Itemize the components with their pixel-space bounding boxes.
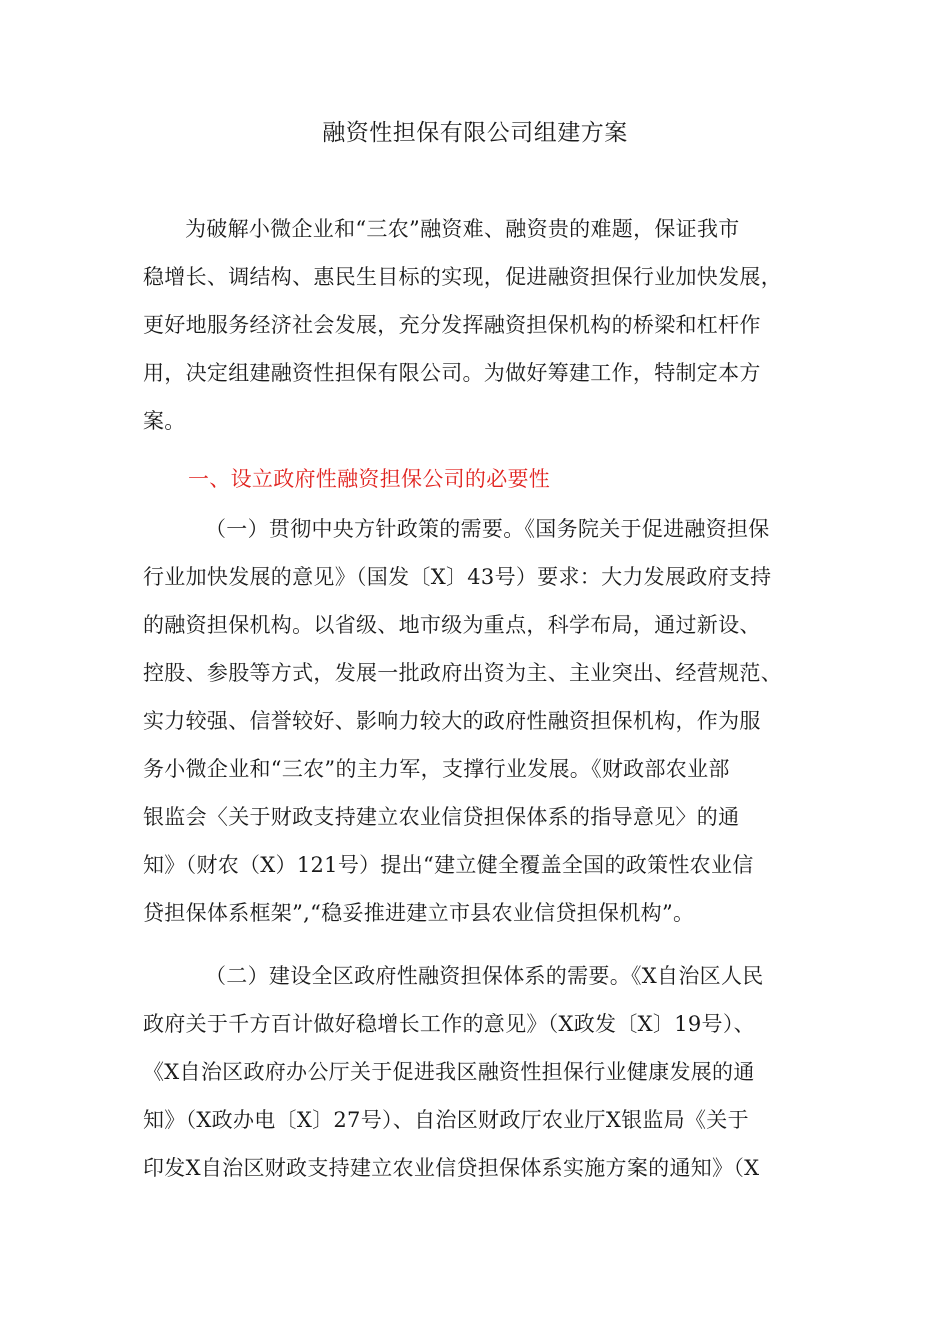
paragraph-line: 务小微企业和“三农”的主力军，支撑行业发展。《财政部农业部 [143,757,730,781]
paragraph-line: 印发X自治区财政支持建立农业信贷担保体系实施方案的通知》（X [143,1156,760,1180]
paragraph-line: 政府关于千方百计做好稳增长工作的意见》（X政发〔X〕19号）、 [143,1012,755,1036]
paragraph-line: 控股、参股等方式，发展一批政府出资为主、主业突出、经营规范、 [143,661,782,685]
paragraph-line: （一）贯彻中央方针政策的需要。《国务院关于促进融资担保 [205,517,770,541]
item2-paragraph [143,952,823,1192]
paragraph-line: 为破解小微企业和“三农”融资难、融资贵的难题，保证我市 [185,217,740,241]
item1-paragraph [143,505,823,937]
paragraph-line: 行业加快发展的意见》（国发〔X〕43号）要求：大力发展政府支持 [143,565,772,589]
paragraph-line: 实力较强、信誉较好、影响力较大的政府性融资担保机构，作为服 [143,709,761,733]
paragraph-line: （二）建设全区政府性融资担保体系的需要。《X自治区人民 [205,964,764,988]
paragraph-line: 的融资担保机构。以省级、地市级为重点，科学布局，通过新设、 [143,613,761,637]
section-heading-block [143,455,823,503]
paragraph-line: 稳增长、调结构、惠民生目标的实现，促进融资担保行业加快发展， [143,265,782,289]
paragraph-line: 案。 [143,409,186,433]
paragraph-line: 更好地服务经济社会发展，充分发挥融资担保机构的桥梁和杠杆作 [143,313,761,337]
paragraph-line: 用，决定组建融资性担保有限公司。为做好筹建工作，特制定本方 [143,361,761,385]
paragraph-line: 知》（X政办电〔X〕27号）、自治区财政厅农业厅X银监局《关于 [143,1108,749,1132]
paragraph-line: 银监会〈关于财政支持建立农业信贷担保体系的指导意见〉的通 [143,805,740,829]
paragraph-line: 《X自治区政府办公厅关于促进我区融资性担保行业健康发展的通 [143,1060,755,1084]
document-title: 融资性担保有限公司组建方案 [322,120,628,146]
paragraph-line: 知》（财农（X）121号）提出“建立健全覆盖全国的政策性农业信 [143,853,754,877]
section-heading: 一、设立政府性融资担保公司的必要性 [188,467,551,491]
paragraph-line: 贷担保体系框架”,“稳妥推进建立市县农业信贷担保机构”。 [143,901,695,925]
intro-paragraph [143,205,823,445]
